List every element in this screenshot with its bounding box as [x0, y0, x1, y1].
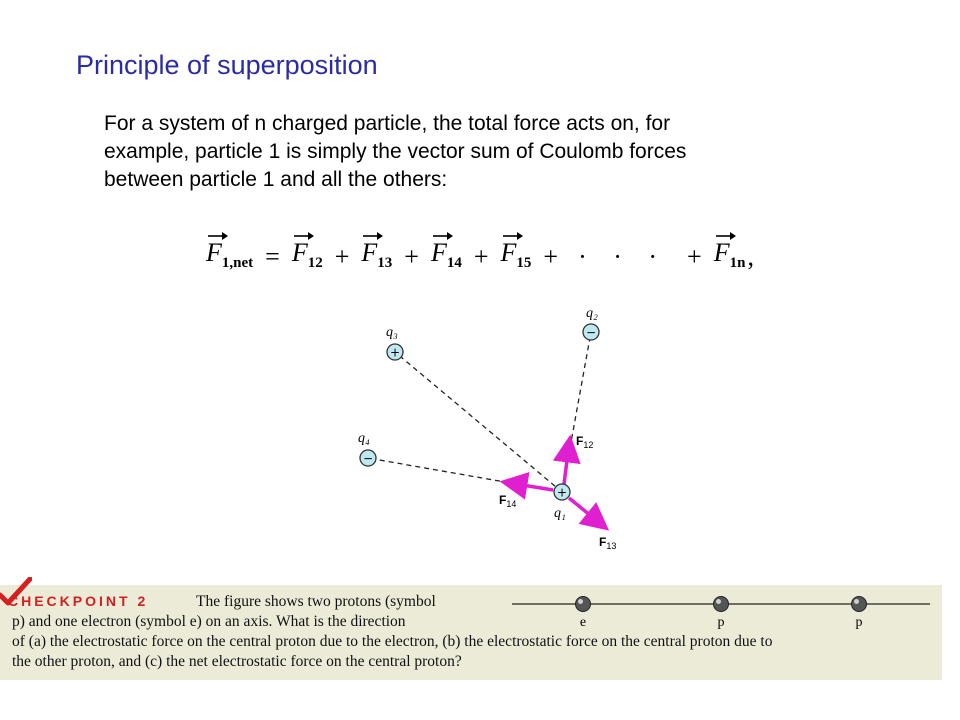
charge-q2 [583, 306, 599, 340]
charge-q4 [358, 431, 376, 466]
eq-plus: + [473, 242, 489, 271]
superposition-equation [204, 222, 754, 272]
dashed-line-q1-q3 [395, 352, 562, 492]
force-arrow-f12 [564, 445, 569, 484]
eq-term [501, 238, 532, 272]
eq-equals: = [265, 242, 280, 271]
force-label-f13: $F_{13}$ [599, 535, 617, 551]
charge-label: q₂ [586, 306, 598, 321]
eq-term [431, 238, 462, 272]
charge-label: q₄ [358, 431, 370, 446]
eq-subscript: 1n [729, 255, 746, 271]
eq-term-lhs [206, 238, 253, 272]
eq-symbol: F [430, 237, 447, 267]
eq-subscript: 14 [446, 255, 462, 271]
paragraph-line: example, particle 1 is simply the vector sum of Coulomb forces [104, 140, 687, 163]
eq-term [361, 238, 392, 272]
eq-symbol: F [291, 237, 308, 267]
charge-sign: − [362, 451, 374, 466]
force-arrow-f13 [569, 498, 601, 524]
particle-electron [576, 597, 591, 631]
particle-proton-right [852, 597, 867, 631]
force-label-f14: $F_{14}$ [499, 493, 517, 509]
charge-sign: − [585, 325, 597, 340]
checkpoint-line: The figure shows two protons (symbol [196, 593, 436, 610]
charge-sign: + [556, 485, 568, 500]
force-diagram [330, 300, 650, 565]
eq-symbol: F [206, 237, 222, 267]
eq-term [292, 238, 323, 272]
force-arrow-f14 [510, 483, 553, 490]
vector-arrow-icon [716, 232, 736, 240]
particle-proton-center [714, 597, 729, 631]
particle-label: p [717, 615, 725, 630]
eq-symbol: F [500, 237, 517, 267]
vector-arrow-icon [363, 232, 383, 240]
charge-q1 [554, 484, 570, 521]
charge-sign: + [389, 345, 401, 360]
eq-plus: + [334, 242, 350, 271]
vector-arrow-icon [503, 232, 523, 240]
eq-subscript: 12 [307, 255, 323, 271]
force-label-f12: $F_{12}$ [576, 434, 594, 450]
eq-plus: + [687, 242, 702, 271]
checkpoint-line: p) and one electron (symbol e) on an axis. What is the direction [12, 613, 406, 630]
eq-subscript: 13 [377, 255, 393, 271]
particle-label: p [855, 615, 863, 630]
eq-trailing-comma: , [747, 242, 754, 271]
eq-symbol: F [361, 237, 378, 267]
particle-axis [512, 590, 932, 640]
checkpoint-line: of (a) the electrostatic force on the central proton due to the electron, (b) the electrostatic force on the central proton due to [12, 633, 773, 650]
slide-title: Principle of superposition [76, 50, 378, 80]
charge-label: q₁ [554, 506, 566, 521]
checkpoint-heading: CHECKPOINT 2 [8, 593, 149, 609]
body-paragraph [104, 110, 864, 194]
charge-label: q₃ [386, 325, 398, 340]
vector-arrow-icon [433, 232, 453, 240]
paragraph-line: For a system of n charged particle, the total force acts on, for [104, 112, 671, 135]
eq-symbol: F [713, 237, 730, 267]
eq-plus: + [404, 242, 419, 271]
particle-label: e [579, 615, 587, 630]
vector-arrow-icon [294, 232, 314, 240]
eq-term [714, 238, 746, 272]
checkmark-icon [0, 577, 32, 607]
eq-subscript: 15 [516, 255, 532, 271]
vector-arrow-icon [208, 232, 228, 240]
eq-plus: + [543, 242, 559, 271]
charge-q3 [386, 325, 403, 360]
checkpoint-line: the other proton, and (c) the net electrostatic force on the central proton? [12, 653, 462, 670]
paragraph-line: between particle 1 and all the others: [104, 168, 448, 191]
eq-dots: · · · [578, 242, 668, 271]
eq-subscript: 1,net [221, 255, 254, 271]
